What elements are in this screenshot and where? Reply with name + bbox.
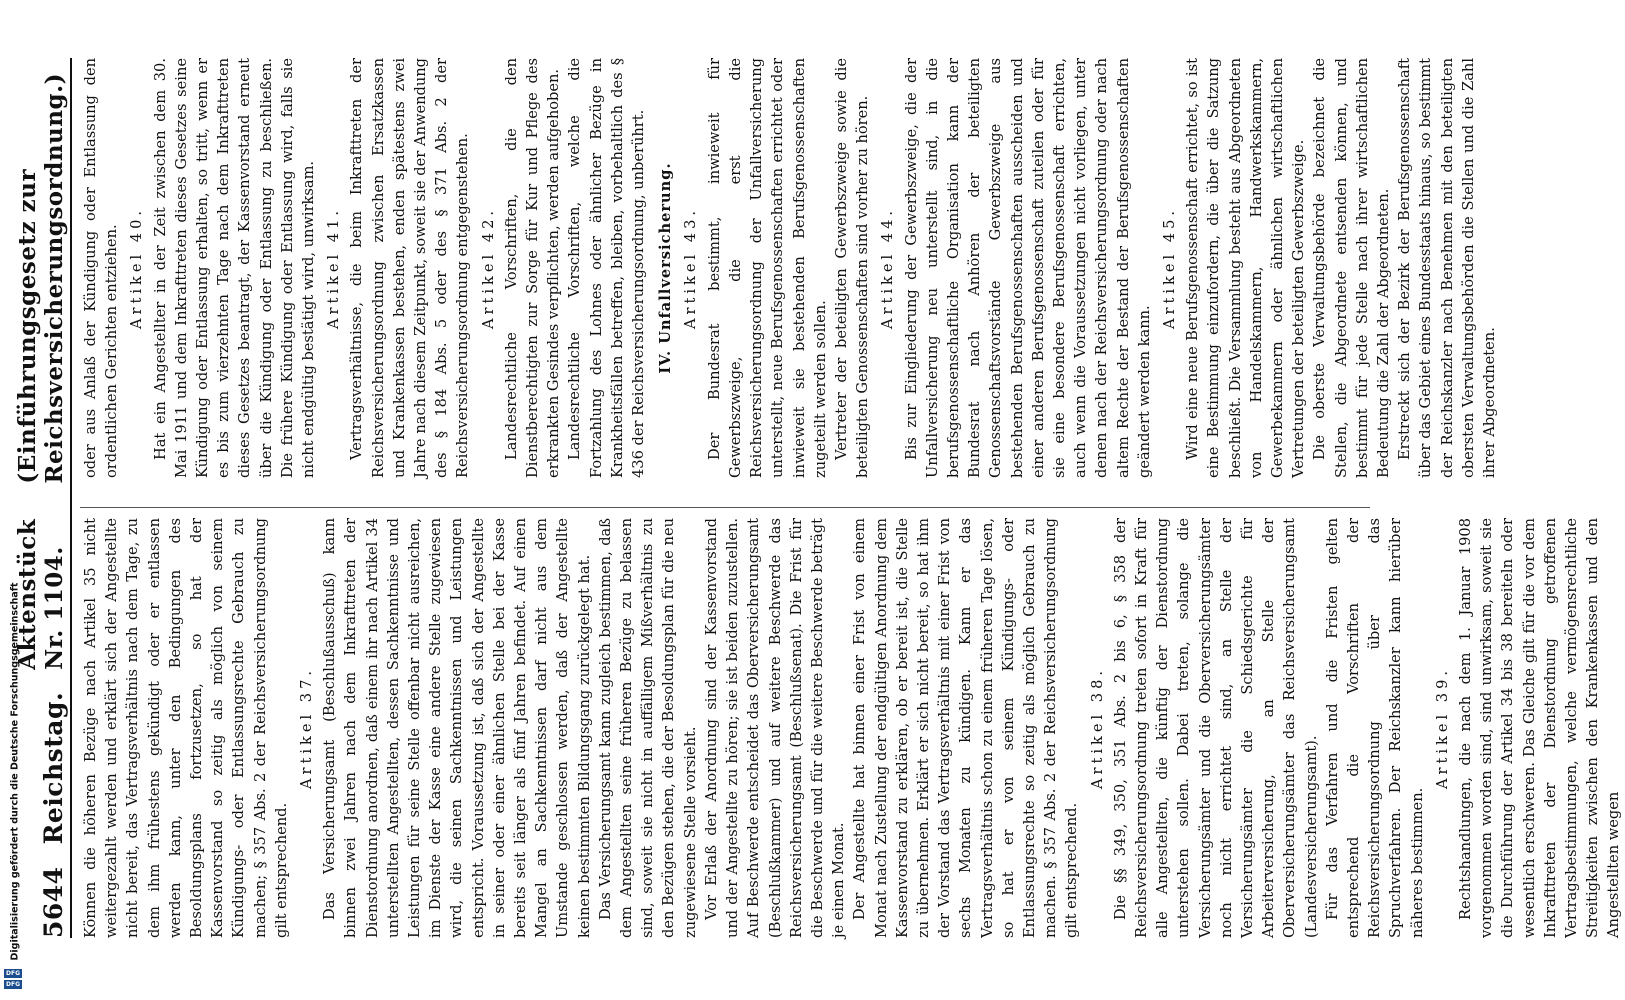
article-heading: Artikel 39.: [1433, 666, 1451, 790]
article-heading: Artikel 43.: [682, 206, 700, 330]
paragraph: Können die höheren Bezüge nach Artikel 35 nicht weitergezahlt werden und erklärt sich der Angestellte nicht bereit, das Vertragsverhältnis nach dem Tage, zu dem ihm frühestens gekündigt oder er entlassen werden kann, unter den Bedingungen des Besoldungsplans fortzusetzen, so hat der Kassenvorstand so zeitig als möglich von seinem Kündigungs- oder Entlassungsrechte Gebrauch zu machen; § 357 Abs. 2 der Reichsversicherungsordnung gilt entsprechend.: [82, 518, 290, 938]
paragraph: Das Versicherungsamt (Beschlußausschuß) kann binnen zwei Jahren nach dem Inkrafttreten der Dienstordnung anordnen, daß einem ihr nach Artikel 34 unterstellten Angestellten, dessen Sachkenntnisse und Leistungen für seine Stelle offenbar nicht ausreichen, im Dienste der Kasse eine andere Stelle zugewiesen wird, die seinen Sachkenntnissen und Leistungen entspricht. Voraussetzung ist, daß sich der Angestellte in seiner oder einer ähnlichen Stelle bei der Kasse bereits seit länger als fünf Jahren befindet. Auf einen Mangel an Sachkenntnissen darf nicht aus dem Umstande geschlossen werden, daß der Angestellte keinen bestimmten Bildungsgang zurückgelegt hat.: [321, 518, 593, 938]
paragraph: Für das Verfahren und die Fristen gelten entsprechend die Vorschriften der Reichsversicherungsordnung über das Spruchverfahren. Der Reichskanzler kann hierüber näheres bestimmen.: [1323, 518, 1426, 938]
paragraph: Vertragsverhältnisse, die beim Inkrafttreten der Reichsversicherungsordnung zwischen Ersatzkassen und Krankenkassen bestehen, enden spätestens zwei Jahre nach diesem Zeitpunkt, soweit sie der Anwendung des § 184 Abs. 5 oder des § 371 Abs. 2 der Reichsversicherungsordnung entgegenstehen.: [348, 58, 472, 478]
paragraph: Die §§ 349, 350, 351 Abs. 2 bis 6, § 358 der Reichsversicherungsordnung treten sofort in Kraft für alle Angestellten, die künftig der Dienstordnung unterstehen sollen. Dabei treten, solange die Versicherungsämter und die Oberversicherungsämter noch nicht errichtet sind, an Stelle der Versicherungsämter die Schiedsgerichte für Arbeiterversicherung, an Stelle der Oberversicherungsämter das Reichsversicherungsamt (Landesversicherungsamt).: [1111, 518, 1320, 938]
paragraph: Rechtshandlungen, die nach dem 1. Januar 1908 vorgenommen worden sind, sind unwirksam, soweit sie die Durchführung der Artikel 34 bis 38 bereiteln oder wesentlich erschweren. Das Gleiche gilt für die vor dem Inkrafttreten der Dienstordnung getroffenen Vertragsbestimmungen, welche vermögensrechtliche Streitigkeiten zwischen den Krankenkassen und den Angestellten wegen: [1457, 518, 1623, 938]
header-title: Reichstag.: [39, 691, 68, 845]
digitization-credit: Digitalisierung gefördert durch die Deutsche Forschungsgemeinschaft: [9, 582, 21, 961]
logo-mark-bottom: DFG: [5, 981, 20, 988]
paragraph: Hat ein Angestellter in der Zeit zwischen dem 30. Mai 1911 und dem Inkrafttreten dieses Gesetzes seine Kündigung oder Entlassung erhalten, so tritt, wenn er es bis zum vierzehnten Tage nach dem Inkrafttreten dieses Gesetzes beantragt, der Kassenvorstand erneut über die Kündigung oder Entlassung zu beschließen. Die frühere Kündigung oder Entlassung wird, falls sie nicht endgültig bestätigt wird, unwirksam.: [151, 58, 318, 478]
paragraph: Landesrechtliche Vorschriften, die den Dienstberechtigten zur Sorge für Kur und Pflege des erkrankten Gesindes verpflichten, werden aufgehoben.: [502, 58, 563, 478]
article-heading: Artikel 44.: [879, 206, 897, 330]
paragraph: oder aus Anlaß der Kündigung oder Entlassung den ordentlichen Gerichten entziehen.: [82, 58, 121, 478]
left-column: [80, 518, 1623, 938]
article-heading: Artikel 38.: [1088, 666, 1106, 790]
paragraph: Der Angestellte hat binnen einer Frist von einem Monat nach Zustellung der endgültigen Anordnung dem Kassenvorstand zu erklären, ob er bereit ist, die Stelle zu übernehmen. Erklärt er sich nicht bereit, so hat ihm der Vorstand das Vertragsverhältnis mit einer Frist von sechs Monaten zu kündigen. Kann er das Vertragsverhältnis schon zu einem früheren Tage lösen, so hat er von seinem Kündigungs- oder Entlassungsrechte so zeitig als möglich Gebrauch zu machen. § 357 Abs. 2 der Reichsversicherungsordnung gilt entsprechend.: [851, 518, 1081, 938]
header-subtitle: Aktenstück Nr. 1104.: [14, 518, 68, 670]
article-heading: Artikel 40.: [128, 206, 146, 330]
dfg-logo: [3, 964, 23, 994]
article-heading: Artikel 42.: [479, 206, 497, 330]
paragraph: Der Bundesrat bestimmt, inwieweit für Gewerbszweige, die erst die Reichsversicherungsordnung der Unfallversicherung unterstellt, neue Berufsgenossenschaften errichtet oder inwieweit sie bestehenden Berufsgenossenschaften zugeteilt werden sollen.: [705, 58, 829, 478]
paragraph: Bis zur Eingliederung der Gewerbszweige, die der Unfallversicherung neu unterstellt sind, in die berufsgenossenschaftliche Organisation kann der Bundesrat nach Anhören der beteiligten Genossenschaftsvorstände Gewerbszweige aus bestehenden Berufsgenossenschaften ausscheiden und einer anderen Berufsgenossenschaft zuteilen oder für sie eine besondere Berufsgenossenschaft errichten, auch wenn die Voraussetzungen nicht vorliegen, unter denen nach der Reichsversicherungsordnung oder nach altem Rechte der Bestand der Berufsgenossenschaften geändert werden kann.: [902, 58, 1153, 478]
article-heading: Artikel 41.: [325, 206, 343, 330]
header-topic: (Einführungsgesetz zur Reichsversicherungsordnung.): [14, 73, 68, 484]
paragraph: Das Versicherungsamt kann zugleich bestimmen, daß dem Angestellten seine früheren Bezüge zu belassen sind, soweit sie nicht in auffälligem Mißverhältnis zu den Bezügen stehen, die der Besoldungsplan für die neu zugewiesene Stelle vorsieht.: [596, 518, 699, 938]
article-heading: Artikel 45.: [1160, 206, 1178, 330]
paragraph: Die oberste Verwaltungsbehörde bezeichnet die Stellen, die Abgeordnete entsenden können, und bestimmt für jede Stelle nach ihrer wirtschaftlichen Bedeutung die Zahl der Abgeordneten.: [1311, 58, 1392, 478]
right-column: [80, 58, 1498, 478]
paragraph: Erstreckt sich der Bezirk der Berufsgenossenschaft über das Gebiet eines Bundesstaats hinaus, so bestimmt der Reichskanzler nach Benehmen mit den beteiligten obersten Verwaltungsbehörden die Stellen und die Zahl ihrer Abgeordneten.: [1396, 58, 1498, 478]
credit-strip: [0, 0, 28, 1000]
header-rule: [70, 58, 72, 938]
paragraph: Vertreter der beteiligten Gewerbszweige sowie die beteiligten Genossenschaften sind vorher zu hören.: [832, 58, 872, 478]
paragraph: Landesrechtliche Vorschriften, welche die Fortzahlung des Lohnes oder ähnlicher Bezüge in Krankheitsfällen betreffen, bleiben, vorbehaltlich des § 436 der Reichsversicherungsordnung, unberührt.: [566, 58, 648, 478]
article-heading: Artikel 37.: [298, 666, 316, 790]
logo-mark-top: DFG: [5, 970, 20, 977]
paragraph: Wird eine neue Berufsgenossenschaft errichtet, so ist eine Bestimmung einzufordern, die über die Satzung beschließt. Die Versammlung besteht aus Abgeordneten von Handelskammern, Handwerkskammern, Gewerbekammern oder ähnlichen wirtschaftlichen Vertretungen der beteiligten Gewerbszweige.: [1184, 58, 1308, 478]
column-divider: [80, 507, 1370, 508]
article-heading: IV. Unfallversicherung.: [657, 162, 675, 374]
paragraph: Vor Erlaß der Anordnung sind der Kassenvorstand und der Angestellte zu hören; sie ist beiden zuzustellen. Auf Beschwerde entscheidet das Oberversicherungsamt (Beschlußkammer) und auf weitere Beschwerde das Reichsversicherungsamt (Beschlußsenat). Die Frist für die Beschwerde und für die weitere Beschwerde beträgt je einen Monat.: [702, 518, 848, 938]
page-number: 5644: [39, 866, 68, 938]
